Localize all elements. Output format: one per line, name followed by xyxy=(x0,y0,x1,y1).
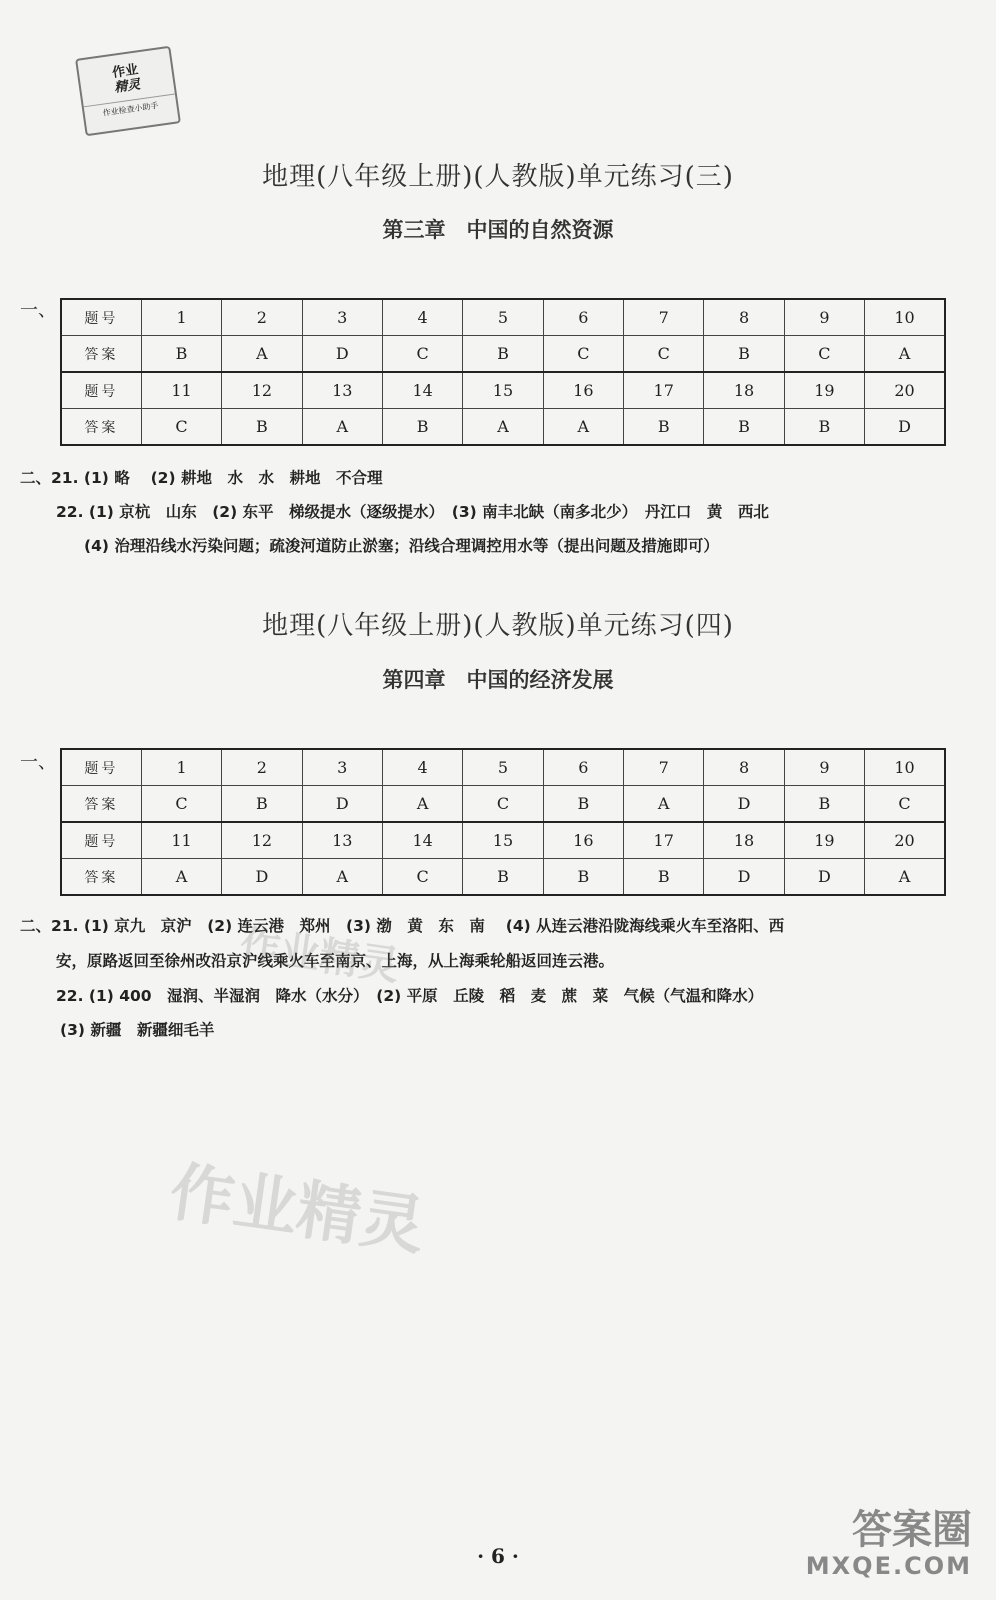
answer-cell: B xyxy=(624,409,704,446)
answer-cell: B xyxy=(624,859,704,896)
question-number-cell: 3 xyxy=(302,749,382,786)
question-number-cell: 16 xyxy=(543,822,623,859)
answer-cell: B xyxy=(543,786,623,823)
answer-cell: D xyxy=(865,409,945,446)
answer-cell: D xyxy=(222,859,302,896)
question-number-cell: 14 xyxy=(382,372,462,409)
answer-cell: B xyxy=(222,786,302,823)
unit4-answer-table xyxy=(60,748,946,896)
unit4-chapter: 第四章 中国的经济发展 xyxy=(382,668,614,692)
answer-cell: C xyxy=(624,336,704,373)
answer-cell: B xyxy=(784,786,864,823)
table-row xyxy=(61,859,945,896)
unit4-title: 地理(八年级上册)(人教版)单元练习(四) xyxy=(262,611,734,641)
answer-cell: C xyxy=(382,859,462,896)
question-number-cell: 2 xyxy=(222,299,302,336)
question-number-cell: 19 xyxy=(784,822,864,859)
answer-cell: B xyxy=(704,336,784,373)
answer-cell: A xyxy=(463,409,543,446)
question-number-cell: 8 xyxy=(704,749,784,786)
answer-cell: B xyxy=(382,409,462,446)
table-row xyxy=(61,749,945,786)
unit4-line-4: (3) 新疆 新疆细毛羊 xyxy=(60,1021,215,1039)
question-number-cell: 5 xyxy=(463,299,543,336)
row-label: 答案 xyxy=(61,409,141,446)
answer-cell: C xyxy=(141,409,221,446)
stamp-line2: 精灵 xyxy=(113,77,142,96)
question-number-cell: 2 xyxy=(222,749,302,786)
answer-cell: C xyxy=(865,786,945,823)
answer-cell: B xyxy=(463,859,543,896)
question-number-cell: 6 xyxy=(543,749,623,786)
question-number-cell: 20 xyxy=(865,822,945,859)
unit4-line-2: 安，原路返回至徐州改沿京沪线乘火车至南京、上海，从上海乘轮船返回连云港。 xyxy=(56,952,615,970)
row-label: 题号 xyxy=(61,749,141,786)
question-number-cell: 11 xyxy=(141,822,221,859)
question-number-cell: 7 xyxy=(624,749,704,786)
question-number-cell: 9 xyxy=(784,749,864,786)
question-number-cell: 5 xyxy=(463,749,543,786)
unit3-line-1: 二、21. (1) 略 (2) 耕地 水 水 耕地 不合理 xyxy=(20,469,383,487)
question-number-cell: 1 xyxy=(141,299,221,336)
question-number-cell: 4 xyxy=(382,299,462,336)
row-label: 题号 xyxy=(61,299,141,336)
stamp-logo xyxy=(75,46,181,137)
question-number-cell: 15 xyxy=(463,372,543,409)
question-number-cell: 16 xyxy=(543,372,623,409)
question-number-cell: 13 xyxy=(302,822,382,859)
answer-cell: A xyxy=(865,336,945,373)
unit3-line-2: 22. (1) 京杭 山东 (2) 东平 梯级提水（逐级提水） (3) 南丰北缺（南多北少） 丹江口 黄 西北 xyxy=(56,503,769,521)
answer-cell: B xyxy=(141,336,221,373)
question-number-cell: 6 xyxy=(543,299,623,336)
unit4-section1-mark: 一、 xyxy=(20,752,56,773)
unit3-answer-table xyxy=(60,298,946,446)
answer-cell: D xyxy=(784,859,864,896)
unit3-section1-mark: 一、 xyxy=(20,300,56,321)
question-number-cell: 20 xyxy=(865,372,945,409)
answer-cell: B xyxy=(784,409,864,446)
question-number-cell: 12 xyxy=(222,822,302,859)
question-number-cell: 11 xyxy=(141,372,221,409)
answer-cell: C xyxy=(784,336,864,373)
stamp-line3: 作业检查小助手 xyxy=(84,94,177,122)
row-label: 题号 xyxy=(61,822,141,859)
question-number-cell: 18 xyxy=(704,372,784,409)
question-number-cell: 9 xyxy=(784,299,864,336)
answer-cell: C xyxy=(382,336,462,373)
question-number-cell: 19 xyxy=(784,372,864,409)
answer-cell: B xyxy=(463,336,543,373)
answer-cell: A xyxy=(141,859,221,896)
table-row xyxy=(61,372,945,409)
watermark-small: 作业精灵 xyxy=(237,922,402,990)
unit3-line-3: (4) 治理沿线水污染问题；疏浚河道防止淤塞；沿线合理调控用水等（提出问题及措施即可） xyxy=(84,537,719,555)
corner-logo xyxy=(772,1508,972,1580)
answer-cell: C xyxy=(463,786,543,823)
unit3-title: 地理(八年级上册)(人教版)单元练习(三) xyxy=(262,162,734,192)
answer-cell: A xyxy=(302,409,382,446)
answer-cell: A xyxy=(865,859,945,896)
answer-cell: D xyxy=(704,859,784,896)
stamp-line1: 作业 xyxy=(111,62,140,81)
question-number-cell: 10 xyxy=(865,299,945,336)
answer-cell: B xyxy=(543,859,623,896)
answer-cell: A xyxy=(222,336,302,373)
question-number-cell: 18 xyxy=(704,822,784,859)
answer-cell: C xyxy=(543,336,623,373)
question-number-cell: 7 xyxy=(624,299,704,336)
answer-cell: D xyxy=(704,786,784,823)
table-row xyxy=(61,409,945,446)
question-number-cell: 17 xyxy=(624,822,704,859)
answer-cell: C xyxy=(141,786,221,823)
answer-cell: A xyxy=(382,786,462,823)
corner-logo-top: 答案圈 xyxy=(852,1507,972,1553)
table-row xyxy=(61,336,945,373)
question-number-cell: 14 xyxy=(382,822,462,859)
question-number-cell: 15 xyxy=(463,822,543,859)
row-label: 题号 xyxy=(61,372,141,409)
answer-cell: A xyxy=(543,409,623,446)
row-label: 答案 xyxy=(61,859,141,896)
question-number-cell: 17 xyxy=(624,372,704,409)
table-row xyxy=(61,786,945,823)
unit4-line-3: 22. (1) 400 湿润、半湿润 降水（水分） (2) 平原 丘陵 稻 麦 蔗 菜 气候（气温和降水） xyxy=(56,987,764,1005)
question-number-cell: 3 xyxy=(302,299,382,336)
answer-cell: A xyxy=(624,786,704,823)
row-label: 答案 xyxy=(61,336,141,373)
watermark-large: 作业精灵 xyxy=(165,1155,430,1265)
question-number-cell: 8 xyxy=(704,299,784,336)
answer-cell: D xyxy=(302,336,382,373)
answer-cell: D xyxy=(302,786,382,823)
answer-cell: B xyxy=(222,409,302,446)
question-number-cell: 12 xyxy=(222,372,302,409)
table-row xyxy=(61,822,945,859)
unit4-line-1: 二、21. (1) 京九 京沪 (2) 连云港 郑州 (3) 渤 黄 东 南 (4) 从连云港沿陇海线乘火车至洛阳、西 xyxy=(20,917,785,935)
question-number-cell: 10 xyxy=(865,749,945,786)
page-number: · 6 · xyxy=(477,1544,519,1568)
unit3-chapter: 第三章 中国的自然资源 xyxy=(382,218,614,242)
answer-cell: A xyxy=(302,859,382,896)
answer-cell: B xyxy=(704,409,784,446)
corner-logo-bottom: MXQE.COM xyxy=(805,1552,972,1580)
question-number-cell: 4 xyxy=(382,749,462,786)
question-number-cell: 13 xyxy=(302,372,382,409)
table-row xyxy=(61,299,945,336)
question-number-cell: 1 xyxy=(141,749,221,786)
row-label: 答案 xyxy=(61,786,141,823)
